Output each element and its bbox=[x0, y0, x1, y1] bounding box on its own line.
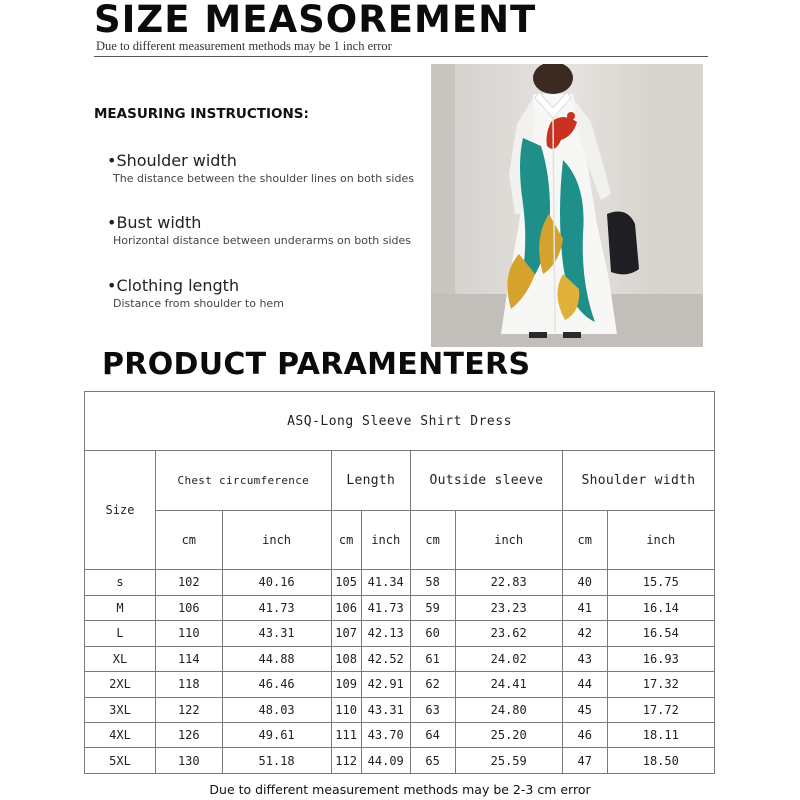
table-cell: 114 bbox=[156, 646, 223, 671]
table-cell: 60 bbox=[410, 621, 455, 646]
table-row bbox=[85, 672, 715, 697]
size-cell: 2XL bbox=[85, 672, 156, 697]
table-cell: 130 bbox=[156, 748, 223, 774]
unit-header: inch bbox=[222, 510, 331, 569]
table-cell: 59 bbox=[410, 595, 455, 620]
table-row bbox=[85, 697, 715, 722]
table-caption-row bbox=[85, 392, 715, 451]
table-cell: 44.88 bbox=[222, 646, 331, 671]
table-cell: 51.18 bbox=[222, 748, 331, 774]
instruction-name: •Clothing length bbox=[107, 276, 240, 295]
table-cell: 40 bbox=[562, 570, 607, 595]
table-cell: 16.54 bbox=[607, 621, 714, 646]
table-cell: 22.83 bbox=[455, 570, 562, 595]
table-cell: 44.09 bbox=[361, 748, 410, 774]
table-cell: 111 bbox=[331, 722, 361, 747]
size-cell: L bbox=[85, 621, 156, 646]
table-cell: 106 bbox=[331, 595, 361, 620]
unit-header: inch bbox=[361, 510, 410, 569]
table-cell: 18.50 bbox=[607, 748, 714, 774]
instruction-shoulder-width bbox=[107, 151, 414, 185]
table-cell: 15.75 bbox=[607, 570, 714, 595]
table-caption: ASQ-Long Sleeve Shirt Dress bbox=[85, 392, 715, 451]
table-cell: 40.16 bbox=[222, 570, 331, 595]
table-cell: 64 bbox=[410, 722, 455, 747]
table-cell: 122 bbox=[156, 697, 223, 722]
table-cell: 45 bbox=[562, 697, 607, 722]
table-cell: 42.91 bbox=[361, 672, 410, 697]
table-cell: 105 bbox=[331, 570, 361, 595]
table-cell: 16.93 bbox=[607, 646, 714, 671]
table-cell: 118 bbox=[156, 672, 223, 697]
table-row bbox=[85, 646, 715, 671]
table-cell: 17.72 bbox=[607, 697, 714, 722]
table-cell: 46.46 bbox=[222, 672, 331, 697]
table-cell: 23.23 bbox=[455, 595, 562, 620]
table-cell: 25.59 bbox=[455, 748, 562, 774]
unit-header: inch bbox=[455, 510, 562, 569]
table-cell: 43.70 bbox=[361, 722, 410, 747]
table-cell: 106 bbox=[156, 595, 223, 620]
size-chart-table bbox=[84, 391, 715, 774]
table-cell: 18.11 bbox=[607, 722, 714, 747]
group-header-shoulder-width: Shoulder width bbox=[562, 451, 714, 510]
table-cell: 43 bbox=[562, 646, 607, 671]
table-cell: 110 bbox=[331, 697, 361, 722]
table-cell: 42 bbox=[562, 621, 607, 646]
size-cell: XL bbox=[85, 646, 156, 671]
group-header-length: Length bbox=[331, 451, 410, 510]
table-body bbox=[85, 570, 715, 774]
product-parameters-title: PRODUCT PARAMENTERS bbox=[102, 347, 531, 382]
table-cell: 102 bbox=[156, 570, 223, 595]
unit-header: cm bbox=[156, 510, 223, 569]
table-cell: 48.03 bbox=[222, 697, 331, 722]
table-cell: 24.80 bbox=[455, 697, 562, 722]
table-cell: 65 bbox=[410, 748, 455, 774]
table-cell: 41.73 bbox=[361, 595, 410, 620]
table-cell: 49.61 bbox=[222, 722, 331, 747]
table-cell: 16.14 bbox=[607, 595, 714, 620]
table-cell: 109 bbox=[331, 672, 361, 697]
table-unit-row bbox=[85, 510, 715, 569]
table-cell: 46 bbox=[562, 722, 607, 747]
instruction-desc: Distance from shoulder to hem bbox=[113, 297, 284, 310]
size-cell: 5XL bbox=[85, 748, 156, 774]
group-header-outside-sleeve: Outside sleeve bbox=[410, 451, 562, 510]
size-cell: 3XL bbox=[85, 697, 156, 722]
table-group-header-row bbox=[85, 451, 715, 510]
table-cell: 24.02 bbox=[455, 646, 562, 671]
page-title: SIZE MEASOREMENT bbox=[94, 0, 537, 41]
unit-header: cm bbox=[410, 510, 455, 569]
table-cell: 63 bbox=[410, 697, 455, 722]
group-header-chest: Chest circumference bbox=[156, 451, 332, 510]
table-cell: 43.31 bbox=[222, 621, 331, 646]
instruction-desc: Horizontal distance between underarms on both sides bbox=[113, 234, 412, 247]
table-cell: 61 bbox=[410, 646, 455, 671]
size-cell: M bbox=[85, 595, 156, 620]
table-cell: 112 bbox=[331, 748, 361, 774]
table-cell: 58 bbox=[410, 570, 455, 595]
instruction-clothing-length bbox=[107, 276, 284, 310]
instruction-desc: The distance between the shoulder lines on both sides bbox=[113, 172, 414, 185]
table-cell: 41 bbox=[562, 595, 607, 620]
table-cell: 110 bbox=[156, 621, 223, 646]
measurement-error-note: Due to different measurement methods may be 1 inch error bbox=[96, 39, 392, 53]
table-cell: 23.62 bbox=[455, 621, 562, 646]
table-cell: 47 bbox=[562, 748, 607, 774]
table-cell: 108 bbox=[331, 646, 361, 671]
product-photo bbox=[431, 64, 703, 347]
instruction-name: •Bust width bbox=[107, 213, 202, 232]
table-cell: 44 bbox=[562, 672, 607, 697]
table-cell: 42.52 bbox=[361, 646, 410, 671]
table-cell: 126 bbox=[156, 722, 223, 747]
table-cell: 43.31 bbox=[361, 697, 410, 722]
table-row bbox=[85, 570, 715, 595]
table-row bbox=[85, 595, 715, 620]
instruction-name: •Shoulder width bbox=[107, 151, 237, 170]
unit-header: cm bbox=[562, 510, 607, 569]
table-cell: 62 bbox=[410, 672, 455, 697]
instruction-bust-width bbox=[107, 213, 411, 247]
size-column-header: Size bbox=[85, 451, 156, 570]
table-cell: 25.20 bbox=[455, 722, 562, 747]
header-divider bbox=[94, 56, 708, 57]
table-cell: 107 bbox=[331, 621, 361, 646]
unit-header: cm bbox=[331, 510, 361, 569]
table-cell: 17.32 bbox=[607, 672, 714, 697]
unit-header: inch bbox=[607, 510, 714, 569]
footer-error-note: Due to different measurement methods may be 2-3 cm error bbox=[209, 782, 591, 797]
table-cell: 41.34 bbox=[361, 570, 410, 595]
table-row bbox=[85, 722, 715, 747]
table-cell: 41.73 bbox=[222, 595, 331, 620]
size-cell: s bbox=[85, 570, 156, 595]
table-row bbox=[85, 748, 715, 774]
size-cell: 4XL bbox=[85, 722, 156, 747]
instructions-heading: MEASURING INSTRUCTIONS: bbox=[94, 106, 309, 122]
table-cell: 42.13 bbox=[361, 621, 410, 646]
table-row bbox=[85, 621, 715, 646]
table-cell: 24.41 bbox=[455, 672, 562, 697]
